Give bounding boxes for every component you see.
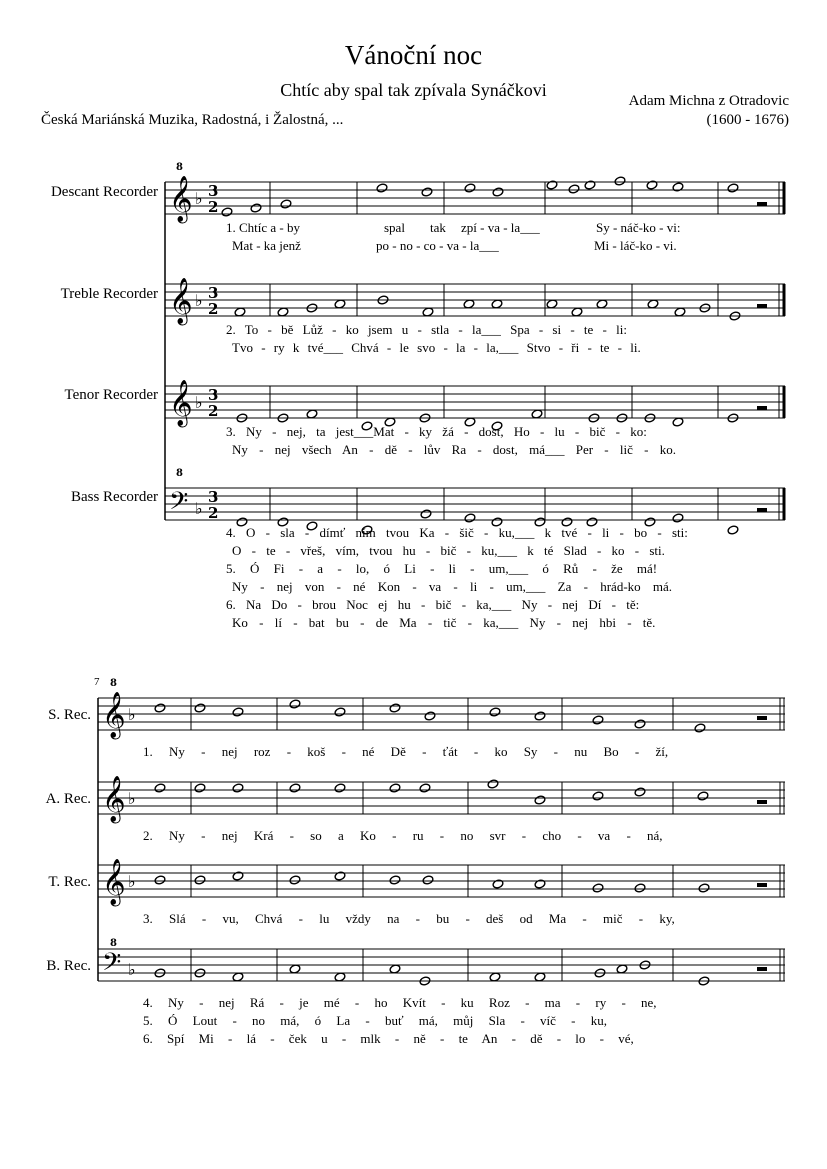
note-head [634, 719, 646, 729]
note-head [194, 783, 206, 793]
lyric-line: Ko - lí - bat bu - de Ma - tič - ka,___ Ny - nej hbi - tě. [232, 615, 656, 630]
note-head [422, 875, 434, 885]
half-rest [757, 967, 767, 971]
note-head [289, 783, 301, 793]
staff-name-t-rec: T. Rec. [48, 874, 91, 890]
note-head [419, 783, 431, 793]
composer-name: Adam Michna z Otradovic [628, 93, 789, 109]
flat-sign: ♭ [195, 499, 203, 518]
note-head [389, 703, 401, 713]
note-head [420, 509, 432, 519]
note-head [154, 783, 166, 793]
time-signature: 3 [208, 488, 219, 506]
staff-name-tenor: Tenor Recorder [64, 387, 158, 403]
time-signature: 3 [208, 284, 219, 302]
note-head [492, 187, 504, 197]
note-head [389, 783, 401, 793]
piece-subtitle: Chtíc aby spal tak zpívala Synáčkovi [280, 80, 547, 100]
note-head [568, 184, 580, 194]
treble-clef: 𝄞 [102, 776, 126, 822]
half-rest [757, 883, 767, 887]
lyric-line: po - no - co - va - la___ [376, 238, 499, 253]
note-head [232, 783, 244, 793]
time-signature: 2 [208, 300, 219, 318]
half-rest [757, 800, 767, 804]
lyric-line: zpí - va - la___ [461, 220, 540, 235]
note-head [592, 791, 604, 801]
octave-mark: 8 [176, 468, 183, 479]
staff-name-b-rec: B. Rec. [46, 958, 91, 974]
lyric-line: 6. Na Do - brou Noc ej hu - bič - ka,___ Ny - nej Dí - tě: [226, 597, 640, 612]
lyric-line: 1. Chtíc a - by [226, 220, 301, 235]
note-head [424, 711, 436, 721]
lyric-line: 3. Ny - nej, ta jest___Mat - ky žá - dost, Ho - lu - bič - ko: [226, 424, 647, 439]
time-signature: 3 [208, 182, 219, 200]
bass-clef: 𝄢 [169, 487, 189, 522]
lyric-line: Ny - nej von - né Kon - va - li - um,___ Za - hrád-ko má. [232, 579, 673, 594]
note-head [694, 723, 706, 733]
note-head [697, 791, 709, 801]
flat-sign: ♭ [128, 705, 136, 724]
half-rest [757, 716, 767, 720]
note-head [534, 711, 546, 721]
flat-sign: ♭ [128, 789, 136, 808]
note-head [334, 871, 346, 881]
flat-sign: ♭ [128, 872, 136, 891]
lyric-line: tak [430, 220, 446, 235]
octave-mark: 8 [110, 678, 117, 689]
octave-mark: 8 [176, 162, 183, 173]
note-head [727, 525, 739, 535]
flat-sign: ♭ [128, 960, 136, 979]
time-signature: 2 [208, 504, 219, 522]
note-head [464, 513, 476, 523]
bass-clef: 𝄢 [102, 948, 122, 983]
treble-clef: 𝄞 [169, 278, 193, 324]
octave-mark: 8 [110, 938, 117, 949]
note-head [534, 795, 546, 805]
staff-name-descant: Descant Recorder [50, 184, 158, 200]
note-head [698, 883, 710, 893]
flat-sign: ♭ [195, 189, 203, 208]
half-rest [757, 406, 767, 410]
note-head [487, 779, 499, 789]
note-head [289, 699, 301, 709]
note-head [672, 513, 684, 523]
note-head [280, 199, 292, 209]
lyric-line: Sy - náč-ko - vi: [596, 220, 681, 235]
lyric-line: 5. Ó Fi - a - lo, ó Li - li - um,___ ó Rů - že má! [226, 561, 658, 576]
flat-sign: ♭ [195, 393, 203, 412]
staff-name-a-rec: A. Rec. [45, 791, 91, 807]
treble-clef: 𝄞 [102, 859, 126, 905]
flat-sign: ♭ [195, 291, 203, 310]
lyric-line: 2. Ny - nej Krá - so a Ko - ru - no svr - cho - va - ná, [143, 828, 663, 843]
time-signature: 3 [208, 386, 219, 404]
note-head [584, 180, 596, 190]
note-head [232, 707, 244, 717]
lyric-line: 5. Ó Lout - no má, ó La - buť má, můj Sla - víč - ku, [143, 1013, 608, 1028]
lyric-line: 1. Ny - nej roz - koš - né Dě - ťát - ko Sy - nu Bo - ží, [143, 744, 669, 759]
staff-name-bass: Bass Recorder [70, 489, 158, 505]
lyric-line: 2. To - bě Lůž - ko jsem u - stla - la___ Spa - si - te - li: [226, 322, 627, 337]
note-head [421, 187, 433, 197]
lyric-line: O - te - vřeš, vím, tvou hu - bič - ku,___ k té Slad - ko - sti. [232, 543, 665, 558]
note-head [289, 875, 301, 885]
note-head [634, 787, 646, 797]
treble-clef: 𝄞 [169, 380, 193, 426]
note-head [194, 703, 206, 713]
lyric-line: 4. Ny - nej Rá - je mé - ho Kvít - ku Roz - ma - ry - ne, [143, 995, 657, 1010]
note-head [389, 875, 401, 885]
time-signature: 2 [208, 198, 219, 216]
note-head [464, 183, 476, 193]
note-head [376, 183, 388, 193]
composer-dates: (1600 - 1676) [706, 112, 789, 128]
time-signature: 2 [208, 402, 219, 420]
note-head [534, 879, 546, 889]
note-head [546, 180, 558, 190]
note-head [634, 883, 646, 893]
half-rest [757, 304, 767, 308]
note-head [334, 707, 346, 717]
note-head [672, 182, 684, 192]
note-head [194, 875, 206, 885]
note-head [492, 879, 504, 889]
note-head [614, 176, 626, 186]
staff-name-treble: Treble Recorder [60, 286, 158, 302]
note-head [154, 875, 166, 885]
piece-title: Vánoční noc [344, 40, 483, 70]
treble-clef: 𝄞 [102, 692, 126, 738]
note-head [250, 203, 262, 213]
note-head [221, 207, 233, 217]
lyric-line: Ny - nej všech An - dě - lův Ra - dost, má___ Per - lič - ko. [232, 442, 676, 457]
lyric-line: 3. Slá - vu, Chvá - lu vždy na - bu - deš od Ma - mič - ky, [143, 911, 675, 926]
half-rest [757, 508, 767, 512]
measure-number: 7 [94, 676, 100, 688]
treble-clef: 𝄞 [169, 176, 193, 222]
lyric-line: spal [384, 220, 405, 235]
lyric-line: Mi - láč-ko - vi. [594, 238, 677, 253]
staff-name-s-rec: S. Rec. [48, 707, 91, 723]
note-head [154, 703, 166, 713]
lyric-line: Tvo - ry k tvé___ Chvá - le svo - la - la,___ Stvo - ři - te - li. [232, 340, 641, 355]
lyric-line: 6. Spí Mi - lá - ček u - mlk - ně - te An - dě - lo - vé, [143, 1031, 634, 1046]
source-credit: Česká Mariánská Muzika, Radostná, i Žalostná, ... [41, 112, 344, 128]
note-head [646, 180, 658, 190]
lyric-line: 4. O - sla - dímť ním tvou Ka - šič - ku,___ k tvé - li - bo - sti: [226, 525, 688, 540]
note-head [592, 715, 604, 725]
lyric-line: Mat - ka jenž [232, 238, 301, 253]
half-rest [757, 202, 767, 206]
note-head [334, 783, 346, 793]
note-head [232, 871, 244, 881]
note-head [592, 883, 604, 893]
note-head [727, 183, 739, 193]
note-head [489, 707, 501, 717]
